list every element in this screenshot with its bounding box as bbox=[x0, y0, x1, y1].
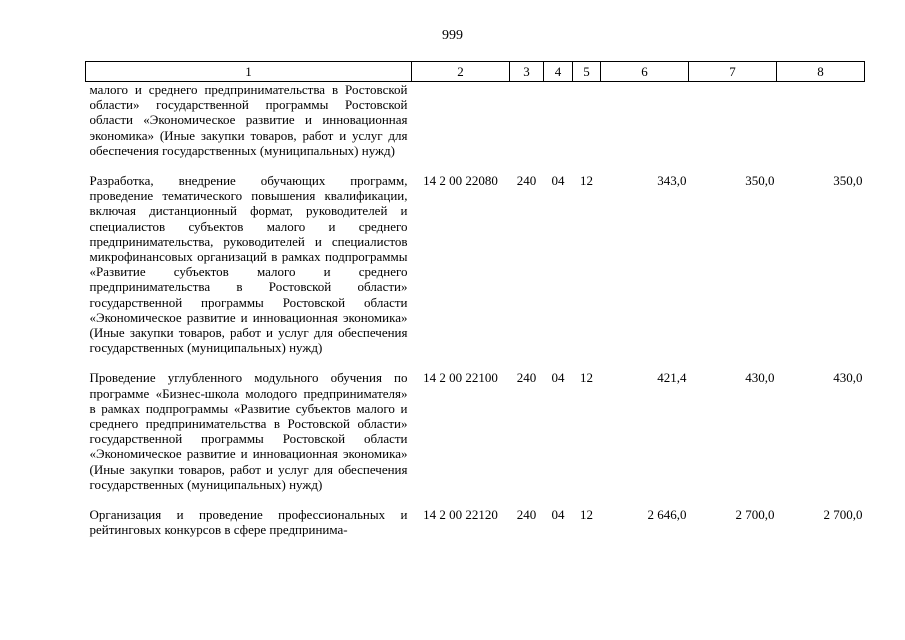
table-header bbox=[86, 62, 865, 82]
row-expense-type bbox=[510, 82, 544, 174]
row-subsection: 12 bbox=[580, 507, 593, 523]
row-value-2: 2 700,0 bbox=[735, 507, 775, 523]
table-row bbox=[86, 82, 865, 174]
table-body bbox=[86, 82, 865, 538]
row-name: Разработка, внедрение обучающих программ, проведение тематического повышения квалификации, включая дистанционный формат, руководителей и специалистов субъектов малого и среднего предпринимательства, руководителей и специалистов микрофинансовых организаций в рамках подпрограммы «Развитие субъектов малого и среднего предпринимательства в Ростовской области» государственной программы Ростовской области «Экономическое развитие и инновационная экономика» (Иные закупки товаров, работ и услуг для обеспечения государственных (муниципальных) нужд) bbox=[89, 173, 408, 356]
row-target-code: 14 2 00 22100 bbox=[423, 370, 498, 386]
row-section: 04 bbox=[551, 173, 565, 189]
row-name: Организация и проведение профессиональных и рейтинговых конкурсов в сфере предпринима- bbox=[89, 507, 408, 538]
row-name: малого и среднего предпринимательства в Ростовской области» государственной программы Ростовской области «Экономическое развитие и инновационная экономика» (Иные закупки товаров, работ и услуг для обеспечения государственных (муниципальных) нужд) bbox=[89, 82, 408, 158]
column-header-3: 3 bbox=[510, 62, 544, 82]
row-subsection bbox=[573, 82, 601, 174]
page-number: 999 bbox=[442, 28, 463, 43]
column-header-6: 6 bbox=[601, 62, 689, 82]
row-expense-type: 240 bbox=[516, 370, 537, 386]
row-value-1 bbox=[601, 82, 689, 174]
row-expense-type: 240 bbox=[516, 173, 537, 189]
row-target-code bbox=[412, 82, 510, 174]
row-subsection: 12 bbox=[580, 370, 593, 386]
row-name: Проведение углубленного модульного обучения по программе «Бизнес-школа молодого предпринимателя» в рамках подпрограммы «Развитие субъектов малого и среднего предпринимательства в Ростовской области» государственной программы Ростовской области «Экономическое развитие и инновационная экономика» (Иные закупки товаров, работ и услуг для обеспечения государственных (муниципальных) нужд) bbox=[89, 370, 408, 492]
column-header-1: 1 bbox=[86, 62, 412, 82]
row-value-2: 430,0 bbox=[745, 370, 775, 386]
row-section: 04 bbox=[551, 370, 565, 386]
row-target-code: 14 2 00 22080 bbox=[423, 173, 498, 189]
row-value-2: 350,0 bbox=[745, 173, 775, 189]
row-target-code: 14 2 00 22120 bbox=[423, 507, 498, 523]
row-value-3: 2 700,0 bbox=[823, 507, 863, 523]
row-subsection: 12 bbox=[580, 173, 593, 189]
table-row bbox=[86, 507, 865, 537]
budget-table bbox=[85, 61, 865, 537]
row-value-1: 2 646,0 bbox=[647, 507, 687, 523]
row-value-3: 430,0 bbox=[833, 370, 863, 386]
column-header-5: 5 bbox=[573, 62, 601, 82]
table-row bbox=[86, 173, 865, 370]
column-header-7: 7 bbox=[689, 62, 777, 82]
row-value-3: 350,0 bbox=[833, 173, 863, 189]
row-expense-type: 240 bbox=[516, 507, 537, 523]
column-header-4: 4 bbox=[544, 62, 573, 82]
row-section bbox=[544, 82, 573, 174]
row-value-3 bbox=[777, 82, 865, 174]
row-value-1: 421,4 bbox=[657, 370, 687, 386]
table-row bbox=[86, 370, 865, 507]
column-header-8: 8 bbox=[777, 62, 865, 82]
column-header-2: 2 bbox=[412, 62, 510, 82]
row-value-2 bbox=[689, 82, 777, 174]
header-row bbox=[86, 62, 865, 82]
row-section: 04 bbox=[551, 507, 565, 523]
row-value-1: 343,0 bbox=[657, 173, 687, 189]
